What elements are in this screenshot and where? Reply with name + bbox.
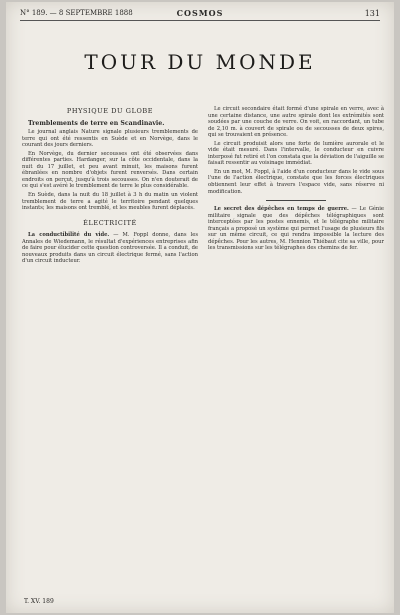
article-lead: Le secret des dépêches en temps de guerre. <box>214 206 349 213</box>
paragraph: Le journal anglais Nature signale plusieurs tremblements de terre qui ont été ressentis en Suède et en Norvège, dans le courant des jours derniers. <box>22 129 198 149</box>
paragraph-secret-depeches <box>208 206 384 252</box>
issue-date: N° 189. — 8 SEPTEMBRE 1888 <box>20 9 133 17</box>
section-divider <box>266 200 326 201</box>
publication-name: COSMOS <box>176 8 224 18</box>
running-header <box>20 6 380 21</box>
paragraph: En Norvège, du dernier secousses ont été observées dans différentes parties. Hardanger, sur la côte occidentale, dans la nuit du 17 juillet, et peu avant minuit, les maisons furent ébranlées en nombre d'objets furent renversés. Dans certain endroits on perçut, jusqu'à trois secousses. On n'en douterait de ce qui s'est avéré le tremblement de terre le plus considérable. <box>22 150 198 190</box>
article-text: — M. Foppl donne, dans les Annales de Wiedemann, le résultat d'expériences entreprises afin de faire pour élucider cette question controversée. Il a conduit, de nouveaux produits dans un circuit électrique fermé, sans l'action d'un circuit inducteur. <box>22 232 198 265</box>
article-title-tremblements: Tremblements de terre en Scandinavie. <box>28 119 165 127</box>
paragraph: Le circuit produisit alors une forte de lumière aurorale et le vide était mesuré. Dans l'intervalle, le conducteur en cuivre interposé fut retiré et l'on constata que la déviation de l'aiguille se faisait ressentir au voisinage immédiat. <box>208 140 384 167</box>
section-heading-electricite: ÉLECTRICITÉ <box>83 218 137 227</box>
newspaper-page <box>6 2 394 613</box>
signature-mark: T. XV. 189 <box>24 598 54 605</box>
page-title: TOUR DU MONDE <box>84 50 316 74</box>
paragraph: En Suède, dans la nuit du 18 juillet à 3 h du matin un violent tremblement de terre a agité le territoire pendant quelques instants; les maisons ont tremblé, et les meubles furent déplacés. <box>22 192 198 212</box>
paragraph: En un mot, M. Foppl, à l'aide d'un conducteur dans le vide sous l'une de l'action électrique, constate que les forces électriques obtiennent leur effet à travers l'espace vide, sans réserve ni modification. <box>208 168 384 195</box>
paragraph-conductibilite <box>22 232 198 265</box>
section-heading-physique: PHYSIQUE DU GLOBE <box>66 107 154 115</box>
paragraph: Le circuit secondaire était formé d'une spirale en verre, avec à une certaine distance, une autre spirale dont les extrémités sont soudées par une couche de verre. On voit, en raccordant, un tube de 2,10 m. à couvert de spirale ou de secousses de deux spires, qui se trouvaient en présence. <box>208 106 384 139</box>
page-number: 131 <box>364 8 380 18</box>
article-text: — Le Génie militaire signale que des dépêches télégraphiques sont interceptées par les postes ennemis, et le télégraphe militaire français a proposé un système qui permet l'usage de plusieurs fils sur un même circuit, ce qui rendra impossible la lecture des dépêches. Pour les autres, M. Hennion Thiébaut cite sa ville, pour les transmissions sur les télégraphes des chemins de fer. <box>208 206 384 252</box>
right-column <box>208 106 384 254</box>
article-lead: La conductibilité du vide. <box>28 232 110 239</box>
left-column <box>22 106 198 267</box>
